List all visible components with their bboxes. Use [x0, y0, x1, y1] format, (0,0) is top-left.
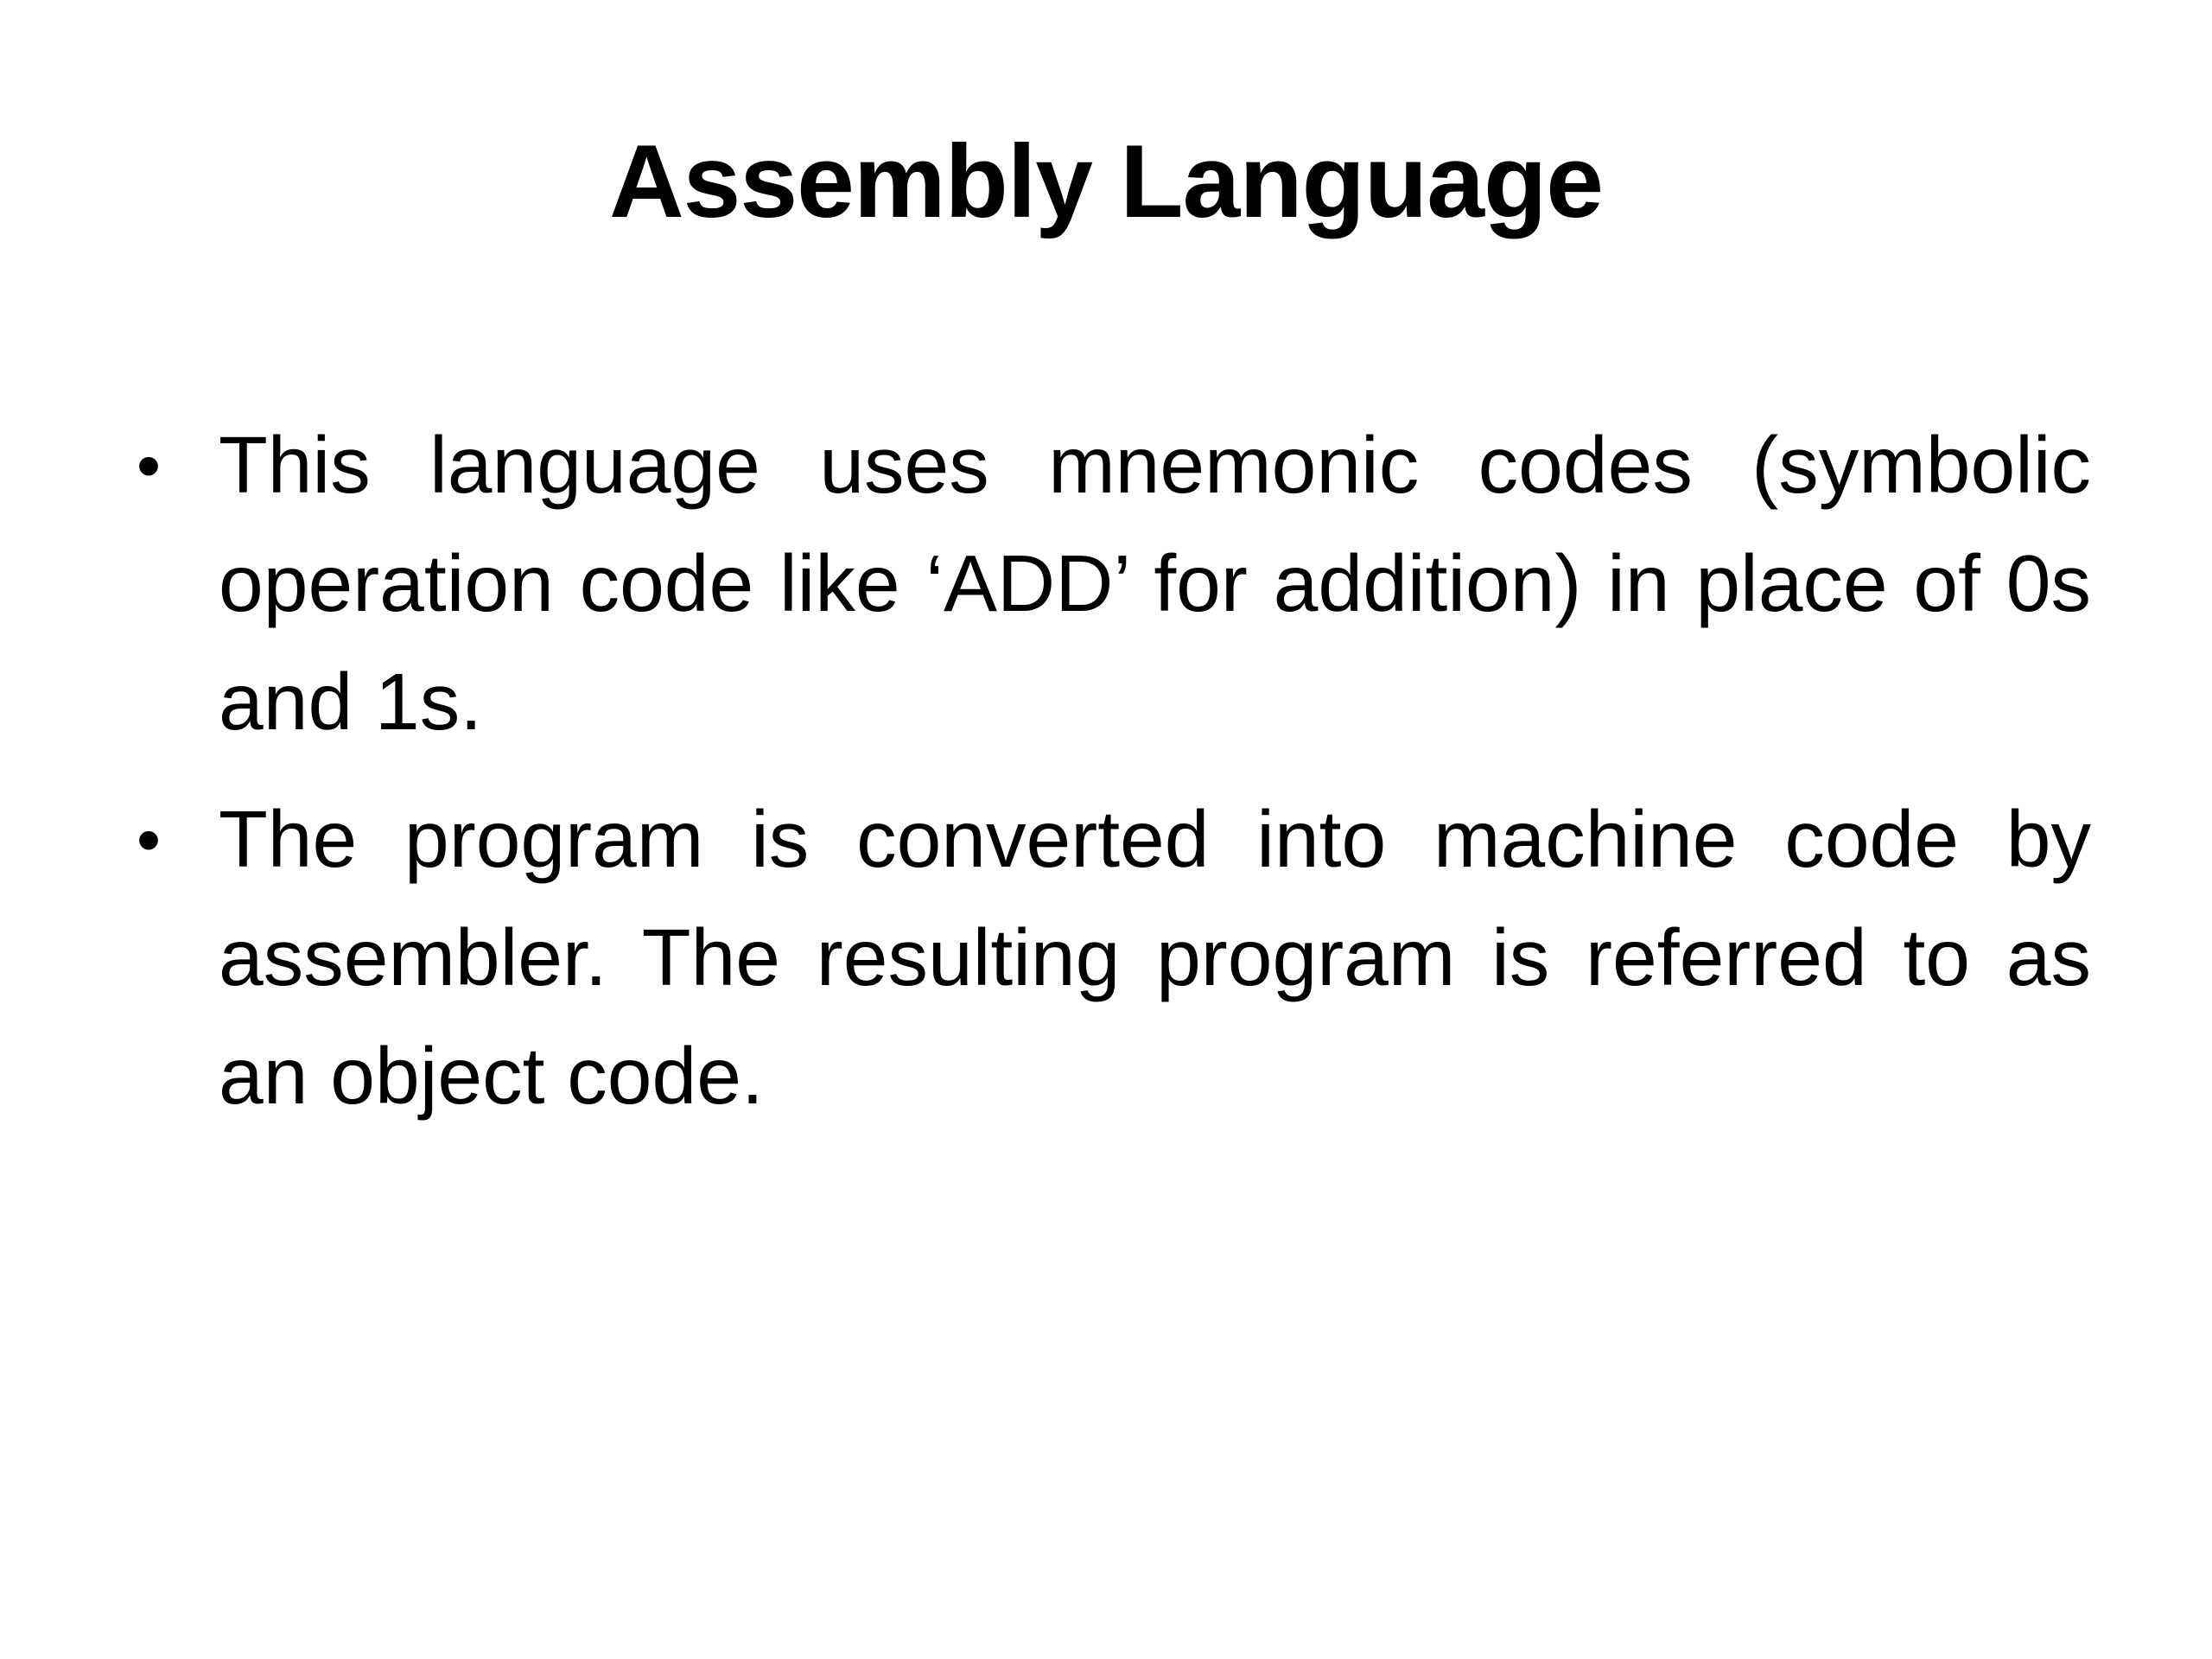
bullet-item — [130, 780, 2091, 1135]
bullet-text: This language uses mnemonic codes (symbolic operation code like ‘ADD’ for addition) in place of 0s and 1s. — [219, 420, 2091, 747]
bullet-text: The program is converted into machine code by assembler. The resulting program is referred to as an object code. — [219, 794, 2091, 1121]
bullet-item — [130, 406, 2091, 761]
bullet-dot-icon: • — [137, 427, 162, 504]
bullet-list — [130, 406, 2091, 1154]
slide-title: Assembly Language — [608, 124, 1603, 239]
bullet-dot-icon: • — [137, 801, 162, 878]
